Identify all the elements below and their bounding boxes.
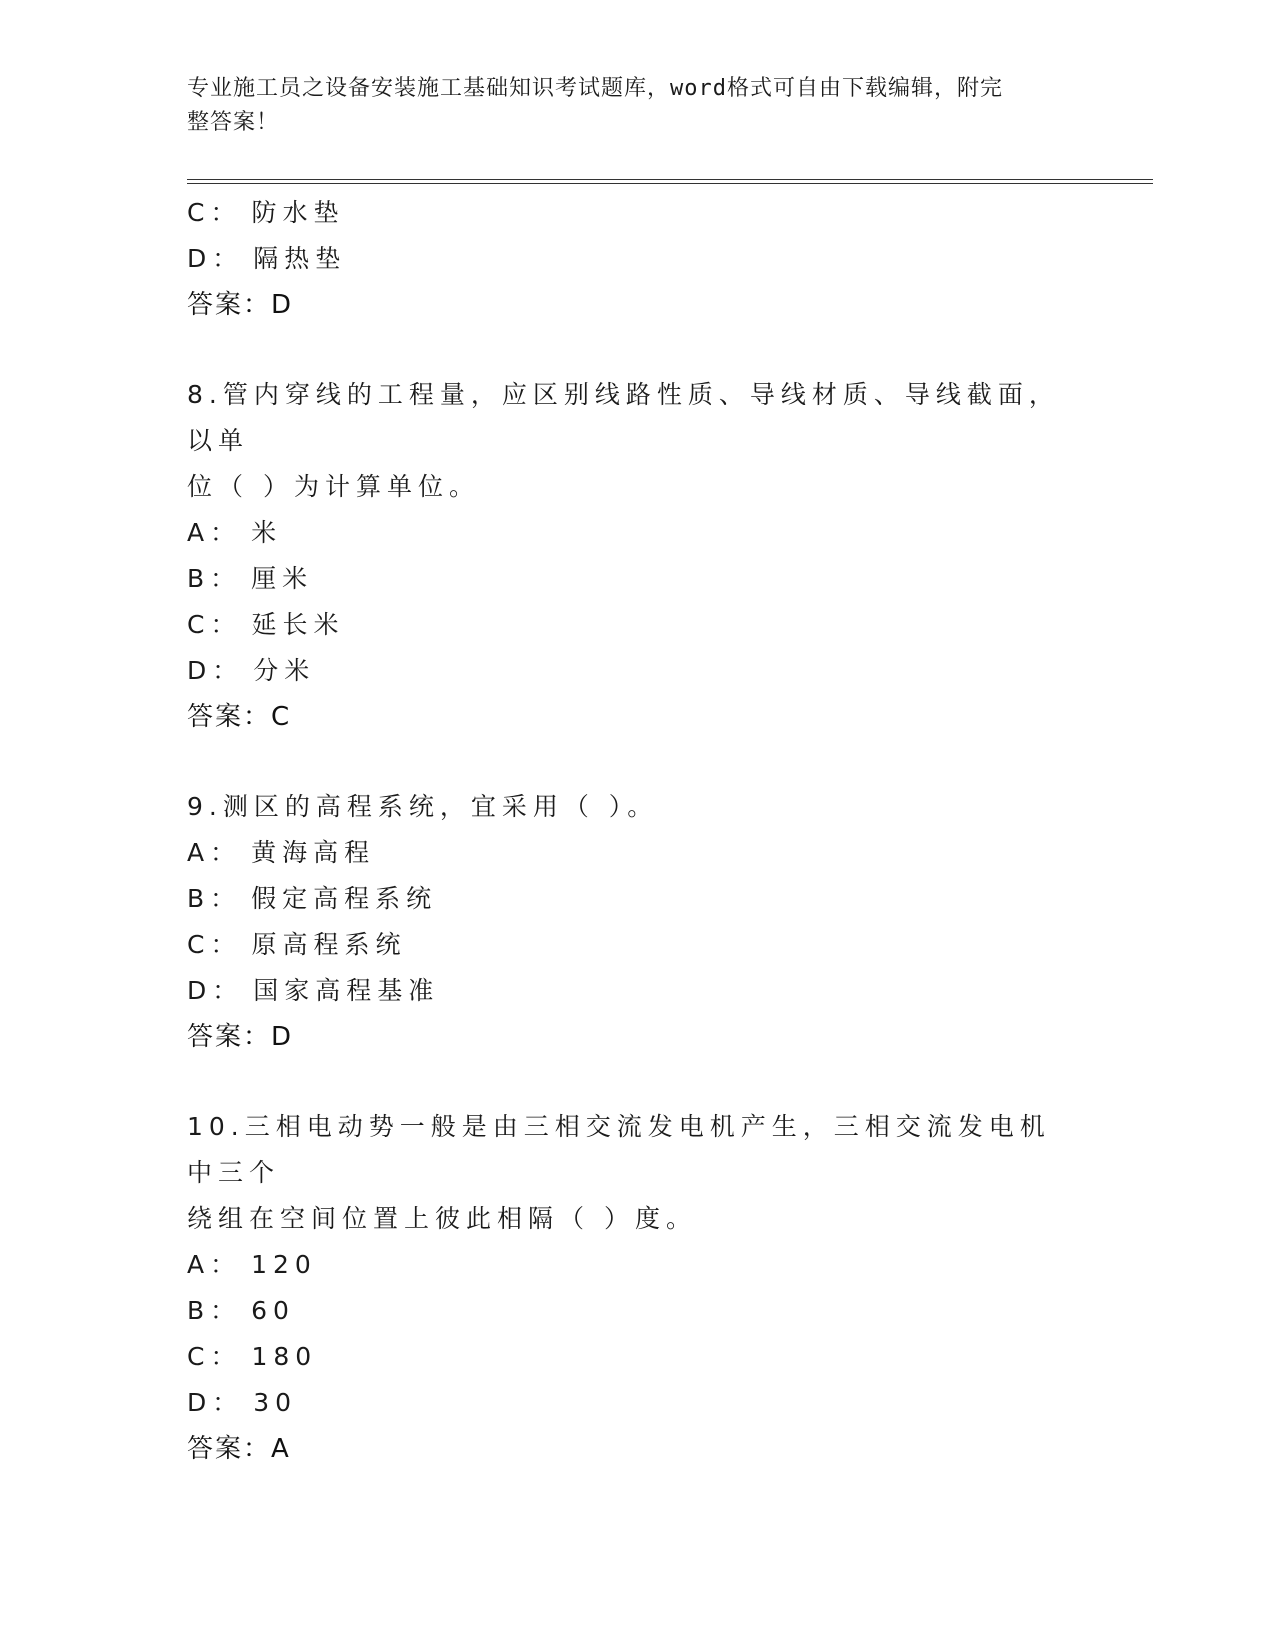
- answer-line: 答案：D: [187, 1022, 294, 1052]
- option-c: [187, 1334, 1087, 1380]
- option-key: B：: [187, 884, 242, 913]
- option-key: C：: [187, 610, 242, 639]
- option-key: C：: [187, 930, 242, 959]
- option-key: D：: [187, 244, 244, 273]
- question-9: [187, 784, 1087, 1060]
- option-c: [187, 922, 1087, 968]
- option-b: [187, 1288, 1087, 1334]
- header-rule-top: [187, 179, 1153, 180]
- question-stem: [187, 372, 1067, 510]
- option-d: [187, 1380, 1087, 1426]
- option-b: [187, 876, 1087, 922]
- option-key: B：: [187, 1296, 242, 1325]
- option-key: C：: [187, 198, 242, 227]
- option-text: 分米: [253, 656, 316, 685]
- option-key: D：: [187, 656, 244, 685]
- question-stem-line-1: 9.测区的高程系统，宜采用（ ）。: [187, 792, 659, 821]
- question-8: [187, 372, 1087, 740]
- option-text: 120: [251, 1250, 317, 1279]
- option-text: 黄海高程: [251, 838, 376, 867]
- option-text: 30: [253, 1388, 298, 1417]
- option-key: D：: [187, 1388, 244, 1417]
- option-a: [187, 510, 1087, 556]
- header-line-1: 专业施工员之设备安装施工基础知识考试题库，word格式可自由下载编辑，附完: [187, 76, 1003, 101]
- option-text: 厘米: [251, 564, 314, 593]
- option-c: [187, 602, 1087, 648]
- option-text: 180: [251, 1342, 318, 1371]
- option-text: 国家高程基准: [253, 976, 440, 1005]
- header-line-2: 整答案！: [187, 110, 280, 135]
- document-header: [187, 72, 1067, 140]
- question-7-fragment: [187, 190, 1087, 328]
- option-text: 米: [251, 518, 283, 547]
- option-a: [187, 830, 1087, 876]
- option-key: A：: [187, 838, 242, 867]
- question-stem: [187, 784, 1067, 830]
- option-key: B：: [187, 564, 242, 593]
- header-rule-bottom: [187, 183, 1153, 184]
- option-key: A：: [187, 518, 242, 547]
- option-c: [187, 190, 1087, 236]
- answer-line: 答案：A: [187, 1434, 291, 1464]
- option-text: 隔热垫: [253, 244, 347, 273]
- question-stem: [187, 1104, 1067, 1242]
- question-stem-line-2: 绕组在空间位置上彼此相隔（ ）度。: [187, 1204, 697, 1233]
- option-text: 假定高程系统: [251, 884, 438, 913]
- option-d: [187, 648, 1087, 694]
- question-10: [187, 1104, 1087, 1472]
- question-list: [187, 190, 1087, 1472]
- option-text: 延长米: [251, 610, 345, 639]
- option-b: [187, 556, 1087, 602]
- question-stem-line-2: 位（ ）为计算单位。: [187, 472, 480, 501]
- question-stem-line-1: 8.管内穿线的工程量，应区别线路性质、导线材质、导线截面，以单: [187, 380, 1060, 455]
- option-text: 防水垫: [251, 198, 345, 227]
- option-d: [187, 236, 1087, 282]
- option-key: A：: [187, 1250, 242, 1279]
- option-key: D：: [187, 976, 244, 1005]
- option-text: 60: [251, 1296, 295, 1325]
- option-text: 原高程系统: [251, 930, 407, 959]
- answer-line: 答案：D: [187, 290, 294, 320]
- answer-line: 答案：C: [187, 702, 292, 732]
- option-a: [187, 1242, 1087, 1288]
- question-stem-line-1: 10.三相电动势一般是由三相交流发电机产生，三相交流发电机中三个: [187, 1112, 1051, 1187]
- option-key: C：: [187, 1342, 242, 1371]
- option-d: [187, 968, 1087, 1014]
